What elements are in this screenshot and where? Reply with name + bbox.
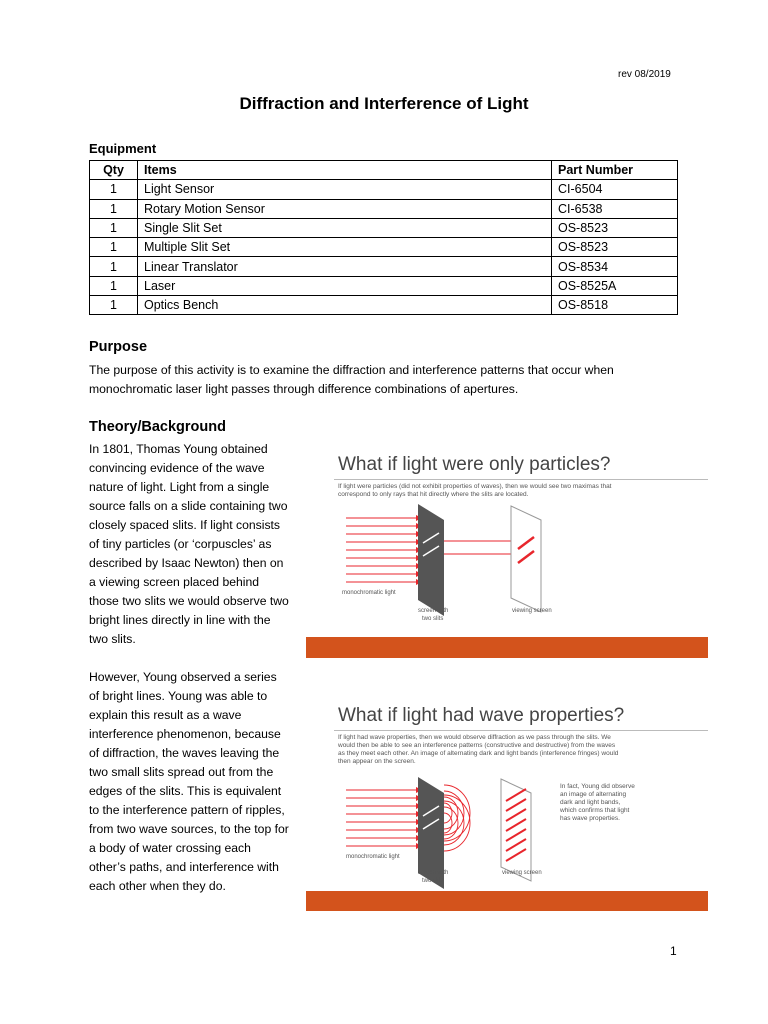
slide-2-note-3: dark and light bands, <box>560 799 621 806</box>
table-row <box>90 296 678 315</box>
qty-cell: 1 <box>90 199 138 218</box>
slide-2-caption-3: as they meet each other. An image of alternating dark and light bands (interference fringes) would <box>338 750 619 757</box>
part-number-cell: CI-6538 <box>552 199 678 218</box>
slide-1-source-label: monochromatic light <box>342 590 396 596</box>
theory-paragraph-2: However, Young observed a series of bright lines. Young was able to explain this result as a wave interference phenomenon, because of diffraction, the waves leaving the two small slits spread out from the edges of the slits. This is equivalent to the interference pattern of ripples, from two wave sources, to the top for a body of water crossing each other’s paths, and interference with each other when they do. <box>89 670 289 893</box>
slide-1-accent-bar <box>306 637 708 658</box>
qty-cell: 1 <box>90 257 138 276</box>
slide-2-note-2: an image of alternating <box>560 791 627 798</box>
table-row <box>90 276 678 295</box>
item-cell: Linear Translator <box>138 257 552 276</box>
purpose-line-1: The purpose of this activity is to examine the diffraction and interference patterns that occur when <box>89 363 614 377</box>
theory-text <box>89 440 289 915</box>
item-cell: Optics Bench <box>138 296 552 315</box>
table-row <box>90 238 678 257</box>
qty-cell: 1 <box>90 276 138 295</box>
qty-cell: 1 <box>90 218 138 237</box>
table-row <box>90 180 678 199</box>
qty-cell: 1 <box>90 180 138 199</box>
slide-2-source-label: monochromatic light <box>346 854 400 860</box>
table-row <box>90 218 678 237</box>
item-cell: Single Slit Set <box>138 218 552 237</box>
slide-2-note-1: In fact, Young did observe <box>560 783 635 790</box>
theory-heading: Theory/Background <box>89 419 226 435</box>
part-number-cell: OS-8523 <box>552 218 678 237</box>
item-cell: Laser <box>138 276 552 295</box>
slide-1-screen-label-1: screen with <box>418 608 449 614</box>
part-number-cell: CI-6504 <box>552 180 678 199</box>
viewing-screen-shape <box>511 506 541 612</box>
column-header-qty: Qty <box>90 161 138 180</box>
column-header-part-number: Part Number <box>552 161 678 180</box>
slide-2-note-4: which confirms that light <box>560 807 630 814</box>
part-number-cell: OS-8523 <box>552 238 678 257</box>
revision-label: rev 08/2019 <box>618 69 671 80</box>
table-row <box>90 257 678 276</box>
part-number-cell: OS-8534 <box>552 257 678 276</box>
purpose-line-2: monochromatic laser light passes through difference combinations of apertures. <box>89 382 519 396</box>
slide-2-caption-2: would then be able to see an interference patterns (constructive and destructive) from the waves <box>338 742 616 749</box>
page-number: 1 <box>670 944 677 958</box>
item-cell: Light Sensor <box>138 180 552 199</box>
slide-2-caption-1: If light had wave properties, then we would observe diffraction as we pass through the slits. We <box>338 734 611 741</box>
slide-2-accent-bar <box>306 891 708 911</box>
slide-2-screen-label-2: two slits <box>422 878 444 884</box>
equipment-heading: Equipment <box>89 141 157 156</box>
qty-cell: 1 <box>90 296 138 315</box>
purpose-heading: Purpose <box>89 339 148 355</box>
column-header-items: Items <box>138 161 552 180</box>
page-title: Diffraction and Interference of Light <box>239 94 529 113</box>
slide-2-viewing-label: viewing screen <box>502 870 542 876</box>
item-cell: Multiple Slit Set <box>138 238 552 257</box>
part-number-cell: OS-8525A <box>552 276 678 295</box>
slide-1-title: What if light were only particles? <box>338 454 611 475</box>
table-header-row <box>90 161 678 180</box>
slide-1-caption-2: correspond to only rays that hit directly where the slits are located. <box>338 491 529 498</box>
slide-1-caption-1: If light were particles (did not exhibit properties of waves), then we would see two maximas that <box>338 483 612 490</box>
slit-screen-shape <box>418 504 444 616</box>
slide-2-caption-4: then appear on the screen. <box>338 758 416 765</box>
theory-paragraph-1: In 1801, Thomas Young obtained convincing evidence of the wave nature of light. Light from a single source falls on a slide containing two closely spaced slits. If light consists of tiny particles (or ‘corpuscles’ as described by Isaac Newton) then on a viewing screen placed behind those two slits we would observe two bright lines directly in line with the two slits. <box>89 442 289 646</box>
particle-diagram <box>306 446 708 658</box>
slide-1-screen-label-2: two slits <box>422 616 444 622</box>
qty-cell: 1 <box>90 238 138 257</box>
wave-diagram <box>306 695 708 911</box>
table-row <box>90 199 678 218</box>
slide-1-viewing-label: viewing screen <box>512 608 552 614</box>
part-number-cell: OS-8518 <box>552 296 678 315</box>
slide-2-screen-label-1: screen with <box>418 870 449 876</box>
slide-2-title: What if light had wave properties? <box>338 705 625 726</box>
slide-2-note-5: has wave properties. <box>560 815 620 822</box>
equipment-table <box>89 160 678 315</box>
slide-particles <box>306 446 708 658</box>
slide-waves <box>306 695 708 911</box>
item-cell: Rotary Motion Sensor <box>138 199 552 218</box>
